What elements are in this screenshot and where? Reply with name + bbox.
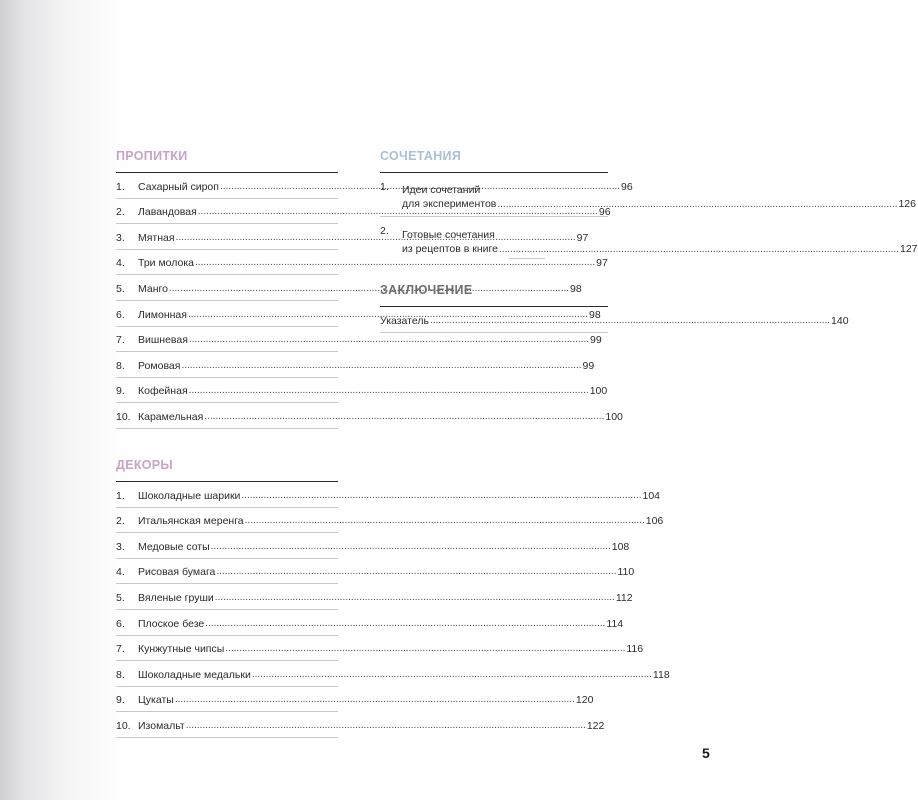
- entry-number: 4.: [116, 566, 125, 579]
- dot-leader: [215, 592, 615, 604]
- section-gap: [116, 429, 338, 458]
- entry-number: 3.: [116, 231, 125, 244]
- entry-page: 100: [605, 410, 623, 423]
- entry-title-wrap: [402, 228, 918, 256]
- entry-number: 7.: [116, 643, 125, 656]
- toc-entry: [116, 636, 644, 662]
- entry-number: 1.: [116, 180, 125, 193]
- toc-entry: [116, 584, 633, 610]
- section-heading-combinations: СОЧЕТАНИЯ: [380, 149, 462, 163]
- entry-number: 2.: [116, 515, 125, 528]
- entry-page: 110: [617, 566, 635, 579]
- toc-entry: [116, 559, 635, 585]
- dot-leader: [216, 566, 616, 578]
- toc-entry: [380, 307, 849, 333]
- entry-title-line2: для экспериментов: [402, 198, 497, 210]
- entry-number: 9.: [116, 694, 125, 707]
- entry-title: Вяленые груши: [138, 591, 214, 604]
- toc-entry: [116, 687, 594, 713]
- entry-page: 120: [575, 694, 594, 707]
- entry-page: 99: [582, 359, 595, 372]
- toc-entry: [116, 712, 605, 738]
- entry-number: 1.: [116, 489, 125, 502]
- entry-number: 7.: [116, 334, 125, 347]
- entry-title: Карамельная: [138, 410, 204, 423]
- entry-title: Итальянская меренга: [138, 515, 244, 528]
- entry-page: 97: [596, 257, 608, 270]
- toc-entry: [116, 482, 661, 508]
- entry-page: 98: [589, 308, 601, 321]
- entry-page: 126: [898, 198, 916, 210]
- dot-leader: [204, 411, 604, 423]
- entry-title-line1: Идеи сочетаний: [402, 184, 481, 196]
- decorative-short-rule: [509, 258, 545, 259]
- entry-page: 108: [611, 540, 630, 553]
- entry-page: 96: [621, 180, 633, 193]
- entry-number: 5.: [116, 591, 125, 604]
- entry-page: 100: [589, 385, 608, 398]
- entry-page: 106: [645, 515, 664, 528]
- entry-title: Цукаты: [138, 694, 174, 707]
- entry-page: 116: [626, 643, 644, 656]
- toc-entry: [116, 352, 595, 378]
- entry-number: 1.: [380, 181, 389, 193]
- dot-leader: [189, 334, 589, 346]
- dot-leader: [252, 669, 652, 681]
- dot-leader: [245, 515, 645, 527]
- toc-list-conclusion: [380, 307, 849, 333]
- entry-page: 114: [606, 617, 624, 630]
- entry-page: 97: [576, 231, 589, 244]
- section-heading-conclusion: ЗАКЛЮЧЕНИЕ: [380, 283, 473, 297]
- dot-leader: [175, 694, 575, 706]
- section-heading-impregnations: ПРОПИТКИ: [116, 149, 188, 163]
- entry-title: Шоколадные медальки: [138, 668, 251, 681]
- dot-leader: [499, 244, 899, 256]
- entry-number: 9.: [116, 385, 125, 398]
- dot-leader: [225, 643, 625, 655]
- entry-number: 8.: [116, 359, 125, 372]
- entry-title: Плоское безе: [138, 617, 205, 630]
- toc-entry: [380, 217, 918, 261]
- entry-number: 2.: [380, 225, 389, 237]
- dot-leader: [497, 199, 897, 211]
- entry-title: Шоколадные шарики: [138, 489, 241, 502]
- toc-entry: [116, 403, 623, 429]
- entry-number: 10.: [116, 410, 131, 423]
- entry-page: 122: [586, 719, 605, 732]
- toc-list-decors: [116, 482, 670, 738]
- entry-number: 2.: [116, 206, 125, 219]
- entry-title-line1: Готовые сочетания: [402, 229, 495, 241]
- toc-entry: [116, 508, 664, 534]
- dot-leader: [430, 315, 830, 327]
- toc-entry: [116, 327, 602, 353]
- entry-title: Медовые соты: [138, 540, 210, 553]
- entry-number: 6.: [116, 617, 125, 630]
- entry-title: Рисовая бумага: [138, 566, 216, 579]
- toc-entry: [116, 250, 608, 276]
- entry-page: 96: [598, 206, 611, 219]
- entry-number: 3.: [116, 540, 125, 553]
- dot-leader: [241, 490, 641, 502]
- entry-title: Сахарный сироп: [138, 180, 219, 193]
- entry-title: Кунжутные чипсы: [138, 643, 225, 656]
- toc-entry: [116, 610, 624, 636]
- page-number: 5: [702, 745, 710, 761]
- entry-number: 5.: [116, 282, 125, 295]
- entry-title: Кофейная: [138, 385, 188, 398]
- entry-page: 140: [831, 314, 849, 327]
- entry-title: Указатель: [380, 314, 429, 327]
- entry-page: 99: [590, 334, 602, 347]
- dot-leader: [189, 385, 589, 397]
- toc-entry: [116, 533, 630, 559]
- section-heading-decors: ДЕКОРЫ: [116, 457, 173, 472]
- entry-number: 4.: [116, 257, 125, 270]
- toc-entry: [116, 378, 608, 404]
- entry-number: 10.: [116, 719, 131, 732]
- entry-title: Ромовая: [138, 359, 181, 372]
- toc-entry: [116, 661, 670, 687]
- entry-page: 127: [900, 243, 918, 255]
- dot-leader: [211, 541, 611, 553]
- entry-page: 98: [570, 282, 582, 295]
- entry-title-line2: из рецептов в книге: [402, 243, 498, 255]
- entry-title-wrap: [402, 180, 916, 211]
- entry-title: Три молока: [138, 257, 195, 270]
- entry-title: Манго: [138, 282, 168, 295]
- entry-page: 112: [615, 591, 633, 604]
- entry-title-line2-row: [402, 242, 918, 256]
- entry-page: 118: [652, 668, 670, 681]
- entry-title: Изомальт: [138, 719, 185, 732]
- entry-number: 6.: [116, 308, 125, 321]
- entry-number: 8.: [116, 668, 125, 681]
- dot-leader: [186, 720, 586, 732]
- entry-title: Лимонная: [138, 308, 187, 321]
- dot-leader: [181, 360, 581, 372]
- entry-title: Мятная: [138, 231, 175, 244]
- section-gap: [380, 261, 608, 283]
- entry-title-line2-row: [402, 197, 916, 211]
- entry-page: 104: [642, 489, 661, 502]
- entry-title: Лавандовая: [138, 206, 197, 219]
- entry-title: Вишневая: [138, 334, 188, 347]
- dot-leader: [205, 618, 605, 630]
